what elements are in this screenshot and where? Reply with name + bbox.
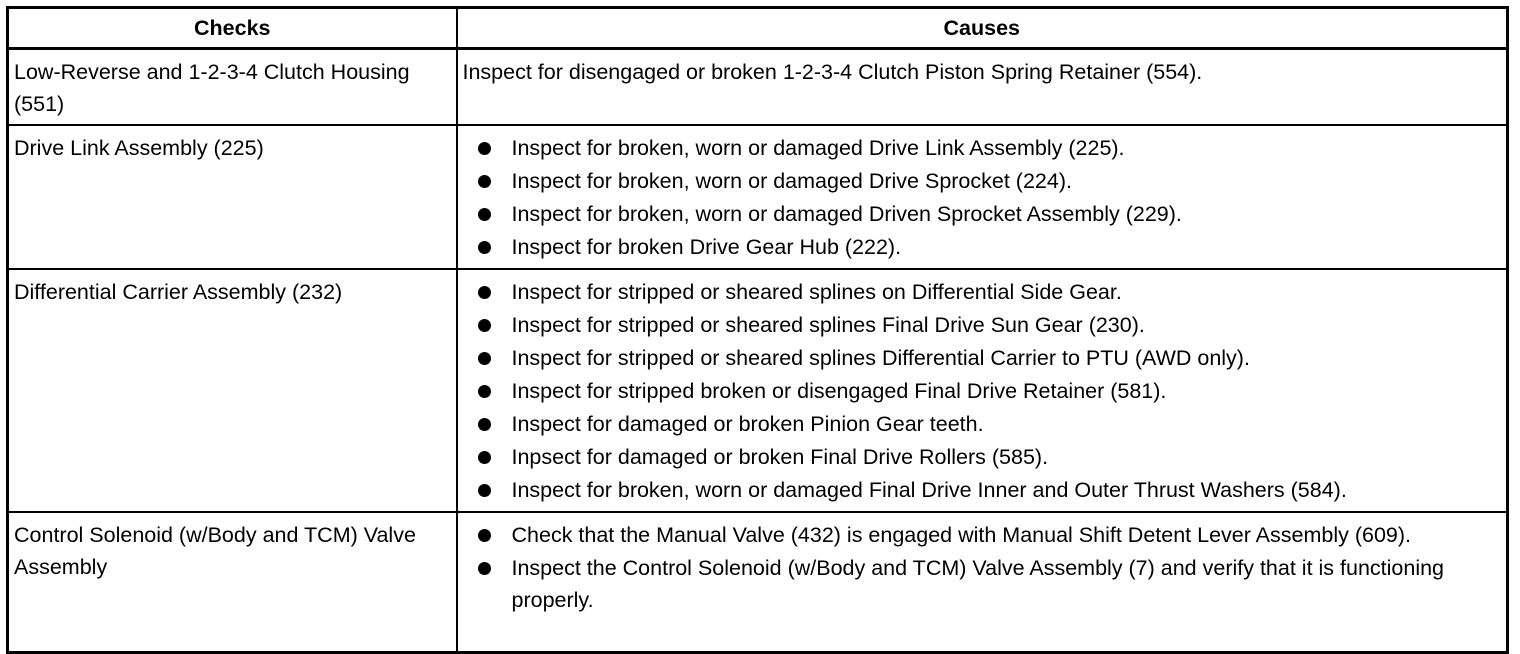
cause-item — [478, 231, 1487, 263]
cause-list — [478, 519, 1487, 616]
bullet-icon — [478, 529, 491, 542]
cause-item — [478, 519, 1487, 551]
bullet-icon — [478, 319, 491, 332]
bullet-icon — [478, 385, 491, 398]
bullet-icon — [478, 451, 491, 464]
table-row — [8, 269, 1508, 512]
bullet-icon — [478, 562, 491, 575]
bullet-icon — [478, 142, 491, 155]
cause-text: Inspect the Control Solenoid (w/Body and TCM) Valve Assembly (7) and verify that it is functioning properly. — [511, 556, 1445, 612]
bullet-icon — [478, 484, 491, 497]
check-cell: Control Solenoid (w/Body and TCM) Valve Assembly — [8, 512, 457, 653]
cause-item — [478, 408, 1487, 440]
bullet-icon — [478, 418, 491, 431]
diagnostic-table — [6, 6, 1509, 654]
cause-text: Inspect for broken, worn or damaged Drive Sprocket (224). — [511, 169, 1072, 193]
cause-item — [478, 441, 1487, 473]
bullet-icon — [478, 241, 491, 254]
cause-item — [478, 342, 1487, 374]
bullet-icon — [478, 286, 491, 299]
bullet-icon — [478, 208, 491, 221]
bullet-icon — [478, 352, 491, 365]
cause-cell — [457, 125, 1508, 269]
cause-text: Inspect for stripped or sheared splines on Differential Side Gear. — [511, 280, 1122, 304]
cause-cell — [457, 512, 1508, 653]
table-row — [8, 125, 1508, 269]
cause-list — [478, 276, 1487, 506]
cause-list — [478, 132, 1487, 263]
cause-cell — [457, 269, 1508, 512]
check-cell: Low-Reverse and 1-2-3-4 Clutch Housing (551) — [8, 49, 457, 126]
table-row — [8, 512, 1508, 653]
cause-text: Inspect for stripped or sheared splines Final Drive Sun Gear (230). — [511, 313, 1145, 337]
cause-text: Inspect for broken, worn or damaged Driven Sprocket Assembly (229). — [511, 202, 1182, 226]
cause-item — [478, 165, 1487, 197]
cause-item — [478, 198, 1487, 230]
checks-column-header: Checks — [8, 8, 457, 49]
cause-text: Inspect for broken, worn or damaged Drive Link Assembly (225). — [511, 136, 1125, 160]
cause-text: Inspect for damaged or broken Pinion Gear teeth. — [511, 412, 984, 436]
check-cell: Differential Carrier Assembly (232) — [8, 269, 457, 512]
header-row — [8, 8, 1508, 49]
causes-column-header: Causes — [457, 8, 1508, 49]
cause-item — [478, 552, 1487, 616]
cause-text: Inpsect for damaged or broken Final Drive Rollers (585). — [511, 445, 1049, 469]
cause-item — [478, 276, 1487, 308]
cause-item — [478, 309, 1487, 341]
cause-text: Inspect for broken, worn or damaged Final Drive Inner and Outer Thrust Washers (584). — [511, 478, 1347, 502]
cause-text: Inspect for stripped or sheared splines Differential Carrier to PTU (AWD only). — [511, 346, 1250, 370]
bullet-icon — [478, 175, 491, 188]
cause-cell: Inspect for disengaged or broken 1-2-3-4 Clutch Piston Spring Retainer (554). — [457, 49, 1508, 126]
cause-item — [478, 375, 1487, 407]
cause-text: Inspect for stripped broken or disengaged Final Drive Retainer (581). — [511, 379, 1167, 403]
cause-text: Check that the Manual Valve (432) is engaged with Manual Shift Detent Lever Assembly (609). — [511, 523, 1412, 547]
cause-item — [478, 474, 1487, 506]
cause-item — [478, 132, 1487, 164]
check-cell: Drive Link Assembly (225) — [8, 125, 457, 269]
cause-text: Inspect for broken Drive Gear Hub (222). — [511, 235, 902, 259]
table-row — [8, 49, 1508, 126]
